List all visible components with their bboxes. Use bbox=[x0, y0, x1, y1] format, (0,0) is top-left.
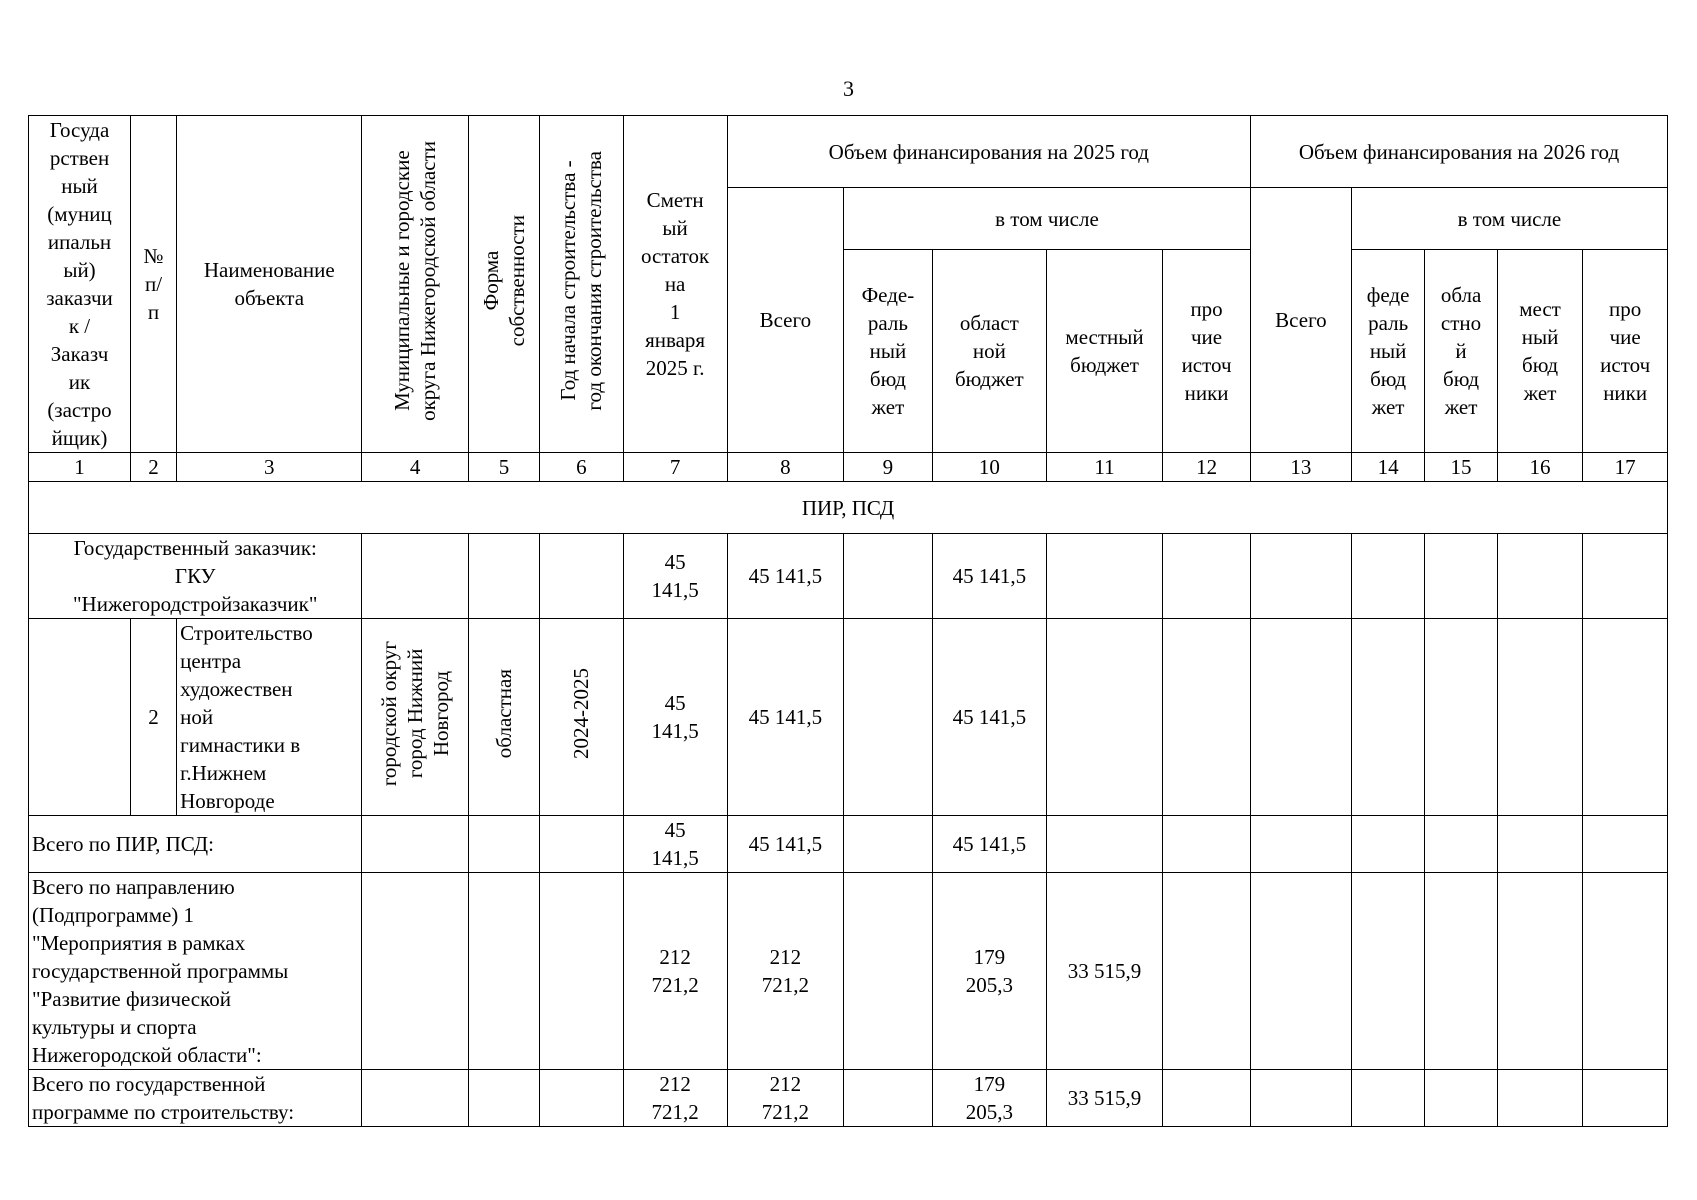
cell-empty bbox=[362, 816, 468, 873]
column-number-10: 10 bbox=[932, 453, 1046, 482]
cell-empty bbox=[1497, 1070, 1583, 1127]
cell-empty bbox=[1250, 619, 1351, 816]
header-balance: Сметн ый остаток на 1 января 2025 г. bbox=[623, 116, 727, 453]
header-other-2025: про чие источ ники bbox=[1163, 250, 1251, 453]
cell-empty bbox=[468, 534, 539, 619]
page-number: 3 bbox=[843, 76, 854, 101]
column-number-8: 8 bbox=[727, 453, 843, 482]
pir-total-label: Всего по ПИР, ПСД: bbox=[29, 816, 362, 873]
column-number-16: 16 bbox=[1497, 453, 1583, 482]
cell-empty bbox=[362, 873, 468, 1070]
header-federal-2026: феде раль ный бюд жет bbox=[1351, 250, 1424, 453]
column-number-6: 6 bbox=[540, 453, 623, 482]
header-num: № п/ п bbox=[131, 116, 177, 453]
header-regional-2026: обла стно й бюд жет bbox=[1425, 250, 1497, 453]
cell-empty bbox=[1583, 619, 1668, 816]
cell-empty bbox=[1497, 534, 1583, 619]
cell-empty bbox=[843, 534, 932, 619]
column-number-17: 17 bbox=[1583, 453, 1668, 482]
cell-empty bbox=[1163, 873, 1251, 1070]
direction-total-balance: 212 721,2 bbox=[623, 873, 727, 1070]
pir-total-row bbox=[29, 816, 1668, 873]
cell-empty bbox=[1351, 816, 1424, 873]
header-local-2026: мест ный бюд жет bbox=[1497, 250, 1583, 453]
header-federal-2025: Феде- раль ный бюд жет bbox=[843, 250, 932, 453]
cell-empty bbox=[1425, 619, 1497, 816]
column-number-2: 2 bbox=[131, 453, 177, 482]
cell-empty bbox=[1425, 816, 1497, 873]
direction-total-label: Всего по направлению (Подпрограмме) 1 "Мероприятия в рамках государственной программы "Развитие физической культуры и спорта Нижегородской области": bbox=[29, 873, 362, 1070]
cell-empty bbox=[1351, 534, 1424, 619]
column-number-12: 12 bbox=[1163, 453, 1251, 482]
object-balance: 45 141,5 bbox=[623, 619, 727, 816]
column-number-3: 3 bbox=[177, 453, 362, 482]
cell-empty bbox=[1497, 619, 1583, 816]
column-number-4: 4 bbox=[362, 453, 468, 482]
cell-empty bbox=[540, 873, 623, 1070]
header-object-name: Наименование объекта bbox=[177, 116, 362, 453]
header-local-2025: местный бюджет bbox=[1046, 250, 1162, 453]
header-municipality: Муниципальные и городские округа Нижегородской области bbox=[362, 116, 468, 453]
cell-empty bbox=[1250, 534, 1351, 619]
cell-empty bbox=[29, 619, 131, 816]
object-municipality: городской округ город Нижний Новгород bbox=[362, 619, 468, 816]
cell-empty bbox=[1250, 873, 1351, 1070]
column-number-15: 15 bbox=[1425, 453, 1497, 482]
column-number-5: 5 bbox=[468, 453, 539, 482]
program-total-label: Всего по государственной программе по строительству: bbox=[29, 1070, 362, 1127]
customer-total-2025: 45 141,5 bbox=[727, 534, 843, 619]
header-other-2026: про чие источ ники bbox=[1583, 250, 1668, 453]
header-years: Год начала строительства - год окончания строительства bbox=[540, 116, 623, 453]
cell-empty bbox=[362, 534, 468, 619]
cell-empty bbox=[1046, 816, 1162, 873]
object-regional-2025: 45 141,5 bbox=[932, 619, 1046, 816]
program-total-regional-2025: 179 205,3 bbox=[932, 1070, 1046, 1127]
program-total-row bbox=[29, 1070, 1668, 1127]
cell-empty bbox=[1583, 1070, 1668, 1127]
pir-total-regional-2025: 45 141,5 bbox=[932, 816, 1046, 873]
cell-empty bbox=[1351, 1070, 1424, 1127]
program-total-2025: 212 721,2 bbox=[727, 1070, 843, 1127]
direction-total-2025: 212 721,2 bbox=[727, 873, 843, 1070]
cell-empty bbox=[843, 619, 932, 816]
header-regional-2025: област ной бюджет bbox=[932, 250, 1046, 453]
header-funding-2025: Объем финансирования на 2025 год bbox=[727, 116, 1250, 188]
column-number-7: 7 bbox=[623, 453, 727, 482]
header-customer: Госуда рствен ный (муниц ипальн ый) заказчи к / Заказч ик (застро йщик) bbox=[29, 116, 131, 453]
section-row bbox=[29, 482, 1668, 534]
customer-label: Государственный заказчик: ГКУ "Нижегородстройзаказчик" bbox=[29, 534, 362, 619]
program-total-balance: 212 721,2 bbox=[623, 1070, 727, 1127]
cell-empty bbox=[540, 816, 623, 873]
cell-empty bbox=[1583, 534, 1668, 619]
object-ownership: областная bbox=[468, 619, 539, 816]
cell-empty bbox=[1163, 534, 1251, 619]
cell-empty bbox=[1351, 873, 1424, 1070]
cell-empty bbox=[468, 816, 539, 873]
header-total-2025: Всего bbox=[727, 188, 843, 453]
column-number-row bbox=[29, 453, 1668, 482]
object-row bbox=[29, 619, 1668, 816]
cell-empty bbox=[1351, 619, 1424, 816]
header-ownership: Форма собственности bbox=[468, 116, 539, 453]
column-number-1: 1 bbox=[29, 453, 131, 482]
pir-total-2025: 45 141,5 bbox=[727, 816, 843, 873]
cell-empty bbox=[1425, 873, 1497, 1070]
cell-empty bbox=[1250, 816, 1351, 873]
column-number-14: 14 bbox=[1351, 453, 1424, 482]
pir-total-balance: 45 141,5 bbox=[623, 816, 727, 873]
financing-table bbox=[28, 115, 1668, 1127]
cell-empty bbox=[843, 816, 932, 873]
column-number-13: 13 bbox=[1250, 453, 1351, 482]
cell-empty bbox=[843, 1070, 932, 1127]
column-number-9: 9 bbox=[843, 453, 932, 482]
customer-regional-2025: 45 141,5 bbox=[932, 534, 1046, 619]
object-num: 2 bbox=[131, 619, 177, 816]
header-including-2026: в том числе bbox=[1351, 188, 1667, 250]
object-total-2025: 45 141,5 bbox=[727, 619, 843, 816]
program-total-local-2025: 33 515,9 bbox=[1046, 1070, 1162, 1127]
section-title: ПИР, ПСД bbox=[29, 482, 1668, 534]
direction-total-regional-2025: 179 205,3 bbox=[932, 873, 1046, 1070]
cell-empty bbox=[1583, 873, 1668, 1070]
cell-empty bbox=[1163, 619, 1251, 816]
column-number-11: 11 bbox=[1046, 453, 1162, 482]
header-total-2026: Всего bbox=[1250, 188, 1351, 453]
object-years: 2024-2025 bbox=[540, 619, 623, 816]
cell-empty bbox=[1425, 534, 1497, 619]
cell-empty bbox=[1497, 816, 1583, 873]
cell-empty bbox=[843, 873, 932, 1070]
header-row-1 bbox=[29, 116, 1668, 188]
cell-empty bbox=[1250, 1070, 1351, 1127]
direction-total-row bbox=[29, 873, 1668, 1070]
cell-empty bbox=[1163, 816, 1251, 873]
cell-empty bbox=[468, 1070, 539, 1127]
header-funding-2026: Объем финансирования на 2026 год bbox=[1250, 116, 1667, 188]
cell-empty bbox=[540, 1070, 623, 1127]
cell-empty bbox=[468, 873, 539, 1070]
customer-balance: 45 141,5 bbox=[623, 534, 727, 619]
cell-empty bbox=[1046, 534, 1162, 619]
customer-row bbox=[29, 534, 1668, 619]
cell-empty bbox=[1497, 873, 1583, 1070]
cell-empty bbox=[540, 534, 623, 619]
cell-empty bbox=[1583, 816, 1668, 873]
cell-empty bbox=[1046, 619, 1162, 816]
cell-empty bbox=[362, 1070, 468, 1127]
object-name: Строительство центра художествен ной гимнастики в г.Нижнем Новгороде bbox=[177, 619, 362, 816]
header-including-2025: в том числе bbox=[843, 188, 1250, 250]
cell-empty bbox=[1425, 1070, 1497, 1127]
direction-total-local-2025: 33 515,9 bbox=[1046, 873, 1162, 1070]
cell-empty bbox=[1163, 1070, 1251, 1127]
